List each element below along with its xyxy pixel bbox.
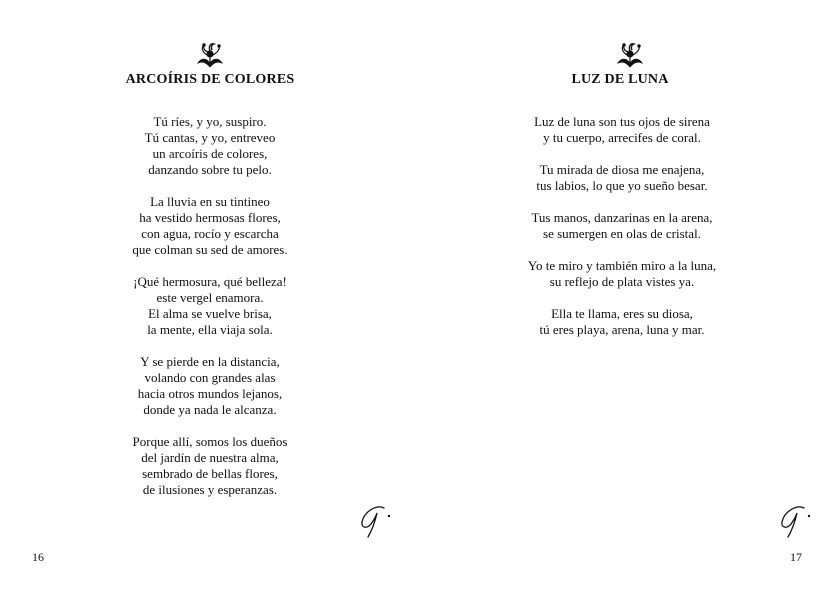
- verse-line: que colman su sed de amores.: [132, 242, 288, 257]
- stanza: [467, 258, 777, 290]
- verse-line: hacia otros mundos lejanos,: [137, 386, 283, 401]
- floral-ornament-icon: [193, 40, 227, 70]
- verse-line: volando con grandes alas: [144, 370, 276, 385]
- verse-line: tus labios, lo que yo sueño besar.: [536, 178, 708, 193]
- verse-line: Tus manos, danzarinas en la arena,: [531, 210, 713, 225]
- stanza: [60, 194, 360, 258]
- floral-ornament-icon: [613, 40, 647, 70]
- right-page: [420, 0, 839, 595]
- left-page: [0, 0, 419, 595]
- poem-body: [467, 114, 777, 354]
- signature-icon: [778, 500, 824, 540]
- verse-line: Y se pierde en la distancia,: [140, 354, 280, 369]
- verse-line: El alma se vuelve brisa,: [148, 306, 272, 321]
- stanza: [467, 210, 777, 242]
- signature-icon: [358, 500, 404, 540]
- stanza: [467, 162, 777, 194]
- poem-body: [60, 114, 360, 514]
- stanza: [60, 434, 360, 498]
- verse-line: sembrado de bellas flores,: [142, 466, 278, 481]
- verse-line: este vergel enamora.: [156, 290, 264, 305]
- verse-line: su reflejo de plata vistes ya.: [549, 274, 695, 289]
- stanza: [467, 306, 777, 338]
- stanza: [60, 274, 360, 338]
- poem-title: ARCOÍRIS DE COLORES: [125, 72, 295, 87]
- verse-line: Tú cantas, y yo, entreveo: [144, 130, 276, 145]
- verse-line: se sumergen en olas de cristal.: [543, 226, 701, 241]
- verse-line: donde ya nada le alcanza.: [143, 402, 277, 417]
- verse-line: un arcoíris de colores,: [152, 146, 268, 161]
- page-number: 17: [790, 550, 802, 564]
- verse-line: del jardín de nuestra alma,: [141, 450, 279, 465]
- verse-line: Tu mirada de diosa me enajena,: [539, 162, 705, 177]
- verse-line: Yo te miro y también miro a la luna,: [527, 258, 717, 273]
- verse-line: con agua, rocío y escarcha: [141, 226, 279, 241]
- verse-line: Ella te llama, eres su diosa,: [551, 306, 693, 321]
- verse-line: ¡Qué hermosura, qué belleza!: [133, 274, 287, 289]
- verse-line: Tú ríes, y yo, suspiro.: [153, 114, 267, 129]
- verse-line: de ilusiones y esperanzas.: [142, 482, 278, 497]
- verse-line: La lluvia en su tintineo: [150, 194, 270, 209]
- verse-line: Porque allí, somos los dueños: [132, 434, 288, 449]
- verse-line: la mente, ella viaja sola.: [147, 322, 273, 337]
- poem-title: LUZ DE LUNA: [571, 72, 669, 87]
- stanza: [60, 114, 360, 178]
- page-number: 16: [32, 550, 44, 564]
- verse-line: Luz de luna son tus ojos de sirena: [534, 114, 710, 129]
- verse-line: danzando sobre tu pelo.: [148, 162, 272, 177]
- verse-line: y tu cuerpo, arrecifes de coral.: [543, 130, 701, 145]
- stanza: [60, 354, 360, 418]
- verse-line: tú eres playa, arena, luna y mar.: [539, 322, 705, 337]
- verse-line: ha vestido hermosas flores,: [139, 210, 281, 225]
- stanza: [467, 114, 777, 146]
